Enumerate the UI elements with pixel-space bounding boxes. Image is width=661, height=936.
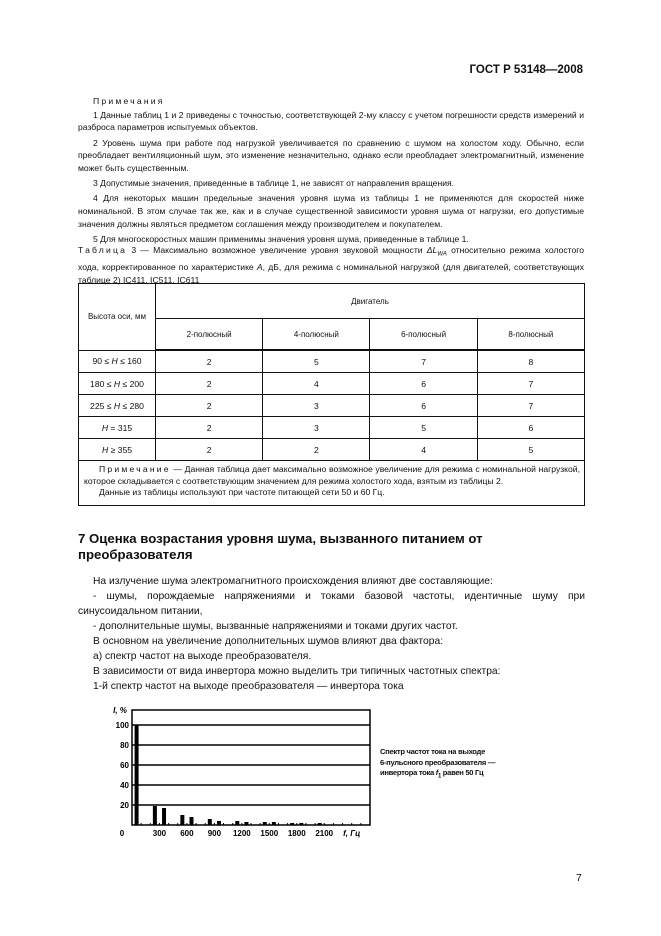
value-cell: 6 (370, 373, 477, 395)
page-number: 7 (576, 872, 582, 884)
y-tick-label: 20 (120, 801, 129, 810)
plot-frame (132, 710, 370, 825)
value-cell: 7 (370, 350, 477, 373)
axis-height-cell: H = 315 (79, 417, 156, 439)
axis-height-cell: 225 ≤ H ≤ 280 (79, 395, 156, 417)
col-header: 2-полюсный (156, 319, 263, 351)
table-caption: Таблица 3 — Максимально возможное увеличение уровня звуковой мощности $\Delta L_{WA}$ относительно режима холостого хода, корректированное по характеристике A, дБ, для режима с номинальной нагрузкой (для двигателей, соответствующих таблице 2) IC411, IC511, IC611 (78, 245, 585, 286)
bar (208, 819, 212, 825)
x-axis-label: f, Гц (343, 829, 361, 838)
note-item: 5 Для многоскоростных машин применимы значения уровня шума, приведенные в таблице 1. (93, 234, 469, 245)
bar (244, 822, 248, 825)
value-cell: 5 (370, 417, 477, 439)
value-cell: 8 (477, 350, 584, 373)
noise-increase-table (78, 283, 585, 506)
bar (235, 821, 239, 825)
axis-height-cell: H ≥ 355 (79, 439, 156, 461)
bar (180, 815, 184, 825)
axis-height-cell: 90 ≤ H ≤ 160 (79, 350, 156, 373)
paragraph: 1-й спектр частот на выходе преобразователя — инвертора тока (93, 681, 404, 692)
x-tick-label: 1800 (287, 829, 306, 838)
paragraph: - дополнительные шумы, вызванные напряжениями и токами других частот. (93, 621, 458, 632)
table-row (79, 417, 585, 439)
value-cell: 4 (370, 439, 477, 461)
section-body (78, 574, 585, 694)
standard-header: ГОСТ Р 53148—2008 (469, 64, 583, 76)
value-cell: 2 (156, 395, 263, 417)
paragraph: На излучение шума электромагнитного происхождения влияют две составляющие: (93, 576, 493, 587)
bar (263, 822, 267, 825)
bar (299, 823, 303, 825)
y-tick-label: 60 (120, 761, 129, 770)
x-tick-label: 1500 (260, 829, 279, 838)
x-tick-label: 300 (152, 829, 167, 838)
axis-height-cell: 180 ≤ H ≤ 200 (79, 373, 156, 395)
table-note: Примечание — Данная таблица дает максимально возможное увеличение для режима с номинальной нагрузкой, которое складывается с соответствующим значением для режима холостого хода, взятым из таблицы 2. Данные из таблицы используют при частоте питающей сети 50 и 60 Гц. (79, 461, 585, 506)
col-header: 6-полюсный (370, 319, 477, 351)
bar (217, 821, 221, 825)
value-cell: 2 (263, 439, 370, 461)
chart-legend: Спектр частот тока на выходе 6-пульсного преобразователя — инвертора тока $f_1$ равен 50 Гц (380, 747, 496, 780)
table-row (79, 395, 585, 417)
value-cell: 3 (263, 395, 370, 417)
value-cell: 6 (477, 417, 584, 439)
bar (190, 817, 194, 825)
bar (290, 823, 294, 825)
spectrum-chart (100, 698, 380, 848)
bar (272, 822, 276, 825)
notes-title: Примечания (93, 96, 165, 106)
note-item: 1 Данные таблиц 1 и 2 приведены с точностью, соответствующей 2-му классу с учетом погрешности средств измерений и разброса параметров испытуемых объектов. (78, 109, 584, 133)
bar (318, 823, 322, 825)
x-tick-label: 2100 (315, 829, 334, 838)
x-tick-label: 600 (180, 829, 194, 838)
y-axis-label: I, % (113, 706, 127, 715)
y-tick-label: 40 (120, 781, 129, 790)
paragraph: В зависимости от вида инвертора можно выделить три типичных частотных спектра: (93, 666, 501, 677)
y-tick-label: 80 (120, 741, 129, 750)
bar (135, 725, 139, 825)
value-cell: 3 (263, 417, 370, 439)
note-item: 2 Уровень шума при работе под нагрузкой увеличивается по сравнению с шумом на холостом ходу. Обычно, если преобладает вентиляционный шум, это изменение незначительно, однако если преобладает электромагнитный, изменение может быть существенным. (78, 137, 584, 174)
value-cell: 2 (156, 350, 263, 373)
x-tick-label: 900 (207, 829, 222, 838)
col-group-motor: Двигатель (156, 284, 585, 319)
x-tick-label: 1200 (232, 829, 251, 838)
value-cell: 2 (156, 417, 263, 439)
value-cell: 7 (477, 395, 584, 417)
value-cell: 6 (370, 395, 477, 417)
col-header: 8-полюсный (477, 319, 584, 351)
note-item: 3 Допустимые значения, приведенные в таблице 1, не зависят от направления вращения. (93, 178, 455, 189)
paragraph: - шумы, порождаемые напряжениями и токами базовой частоты, идентичные шуму при синусоидальном питании, (78, 591, 585, 617)
bar (162, 808, 166, 825)
notes-block (78, 95, 584, 246)
col-header: 4-полюсный (263, 319, 370, 351)
value-cell: 5 (263, 350, 370, 373)
value-cell: 7 (477, 373, 584, 395)
y-tick-label: 100 (115, 721, 129, 730)
bar (153, 806, 157, 825)
value-cell: 2 (156, 439, 263, 461)
col-header-axis-height: Высота оси, мм (79, 284, 156, 351)
note-item: 4 Для некоторых машин предельные значения уровня шума из таблицы 1 не применяются для скоростей ниже номинальной. В этом случае так же, как и в случае существенной зависимости уровня шума от нагрузки, его допустимые значения должны являться предметом соглашения между производителем и покупателем. (78, 193, 584, 229)
x-tick-label: 0 (119, 829, 125, 838)
paragraph: а) спектр частот на выходе преобразователя. (93, 651, 312, 662)
paragraph: В основном на увеличение дополнительных шумов влияют два фактора: (93, 636, 444, 647)
table-row (79, 350, 585, 373)
value-cell: 2 (156, 373, 263, 395)
section-heading: 7 Оценка возрастания уровня шума, вызванного питанием от преобразователя (78, 531, 483, 562)
table-row (79, 373, 585, 395)
table-row (79, 439, 585, 461)
value-cell: 5 (477, 439, 584, 461)
value-cell: 4 (263, 373, 370, 395)
